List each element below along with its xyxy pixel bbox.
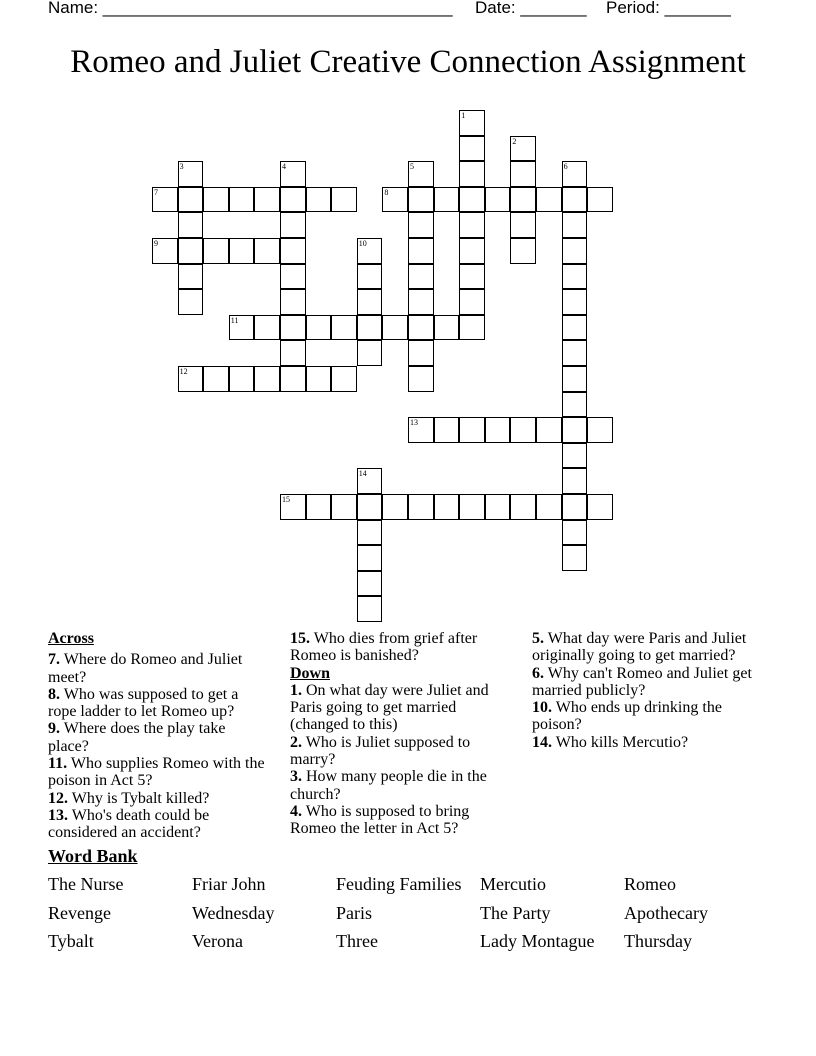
word-bank-item: Tybalt [48,931,94,951]
crossword-cell[interactable] [510,417,536,443]
crossword-cell[interactable] [178,187,204,213]
crossword-cell[interactable] [459,264,485,290]
crossword-cell[interactable] [562,340,588,366]
clue-down-4: 4. Who is supposed to bring Romeo the letter in Act 5? [290,802,470,838]
crossword-cell[interactable] [178,212,204,238]
clue-number: 1 [461,111,466,120]
crossword-cell[interactable] [357,315,383,341]
crossword-cell[interactable] [562,315,588,341]
word-bank-item: Thursday [624,931,692,951]
clue-across-11: 11. Who supplies Romeo with the poison in Act 5? [48,755,265,790]
name-label: Name: _____________________________________ [48,0,453,17]
crossword-cell[interactable] [587,187,613,213]
crossword-cell[interactable] [562,161,588,187]
crossword-cell[interactable] [203,366,229,392]
crossword-cell[interactable] [434,417,460,443]
clue-number: 11 [230,315,239,325]
date-label: Date: _______ [475,0,587,17]
crossword-cell[interactable] [229,187,255,213]
crossword-cell[interactable] [254,187,280,213]
crossword-cell[interactable] [587,417,613,443]
crossword-cell[interactable] [562,289,588,315]
crossword-cell[interactable] [178,238,204,264]
crossword-cell[interactable] [459,161,485,187]
crossword-cell[interactable] [510,238,536,264]
clue-across-13: 13. Who's death could be considered an accident? [48,806,210,842]
clue-number: 14 [358,469,367,479]
crossword-cell[interactable] [280,494,306,520]
crossword-cell[interactable] [408,417,434,443]
across-clues-col1 [48,630,270,842]
word-bank-item: Wednesday [192,903,275,923]
crossword-cell[interactable] [306,315,332,341]
crossword-cell[interactable] [178,366,204,392]
crossword-cell[interactable] [280,264,306,290]
clue-number: 4 [282,162,286,172]
crossword-cell[interactable] [459,289,485,315]
crossword-cell[interactable] [254,238,280,264]
crossword-cell[interactable] [357,238,383,264]
crossword-cell[interactable] [382,494,408,520]
crossword-cell[interactable] [254,366,280,392]
crossword-cell[interactable] [229,238,255,264]
word-bank-item: Friar John [192,874,266,894]
crossword-cell[interactable] [331,494,357,520]
clue-number: 12 [179,367,188,376]
clue-across-12: 12. Why is Tybalt killed? [48,789,210,807]
clue-number: 10 [358,239,367,248]
crossword-cell[interactable] [254,315,280,341]
crossword-cell[interactable] [280,187,306,213]
crossword-cell[interactable] [434,315,460,341]
crossword-cell[interactable] [382,187,408,213]
word-bank-item: Lady Montague [480,931,595,951]
word-bank-title: Word Bank [48,846,138,866]
crossword-cell[interactable] [562,417,588,443]
clue-number: 9 [154,239,158,248]
crossword-cell[interactable] [434,187,460,213]
crossword-cell[interactable] [280,212,306,238]
crossword-cell[interactable] [536,417,562,443]
crossword-cell[interactable] [408,289,434,315]
crossword-cell[interactable] [229,315,255,341]
crossword-cell[interactable] [408,315,434,341]
word-bank-item: The Nurse [48,874,124,894]
clue-number: 2 [512,136,517,146]
crossword-cell[interactable] [459,238,485,264]
crossword-cell[interactable] [408,187,434,213]
crossword-cell[interactable] [562,212,588,238]
crossword-cell[interactable] [331,187,357,213]
word-bank-item: Three [336,931,378,951]
crossword-cell[interactable] [408,366,434,392]
clue-across-7: 7. Where do Romeo and Juliet meet? [48,651,243,686]
clue-number: 5 [410,162,414,172]
crossword-cell[interactable] [510,161,536,187]
crossword-cell[interactable] [434,494,460,520]
clue-number: 13 [410,418,418,428]
word-bank-item: Verona [192,931,243,951]
crossword-cell[interactable] [510,212,536,238]
clues-col3 [532,630,754,751]
crossword-cell[interactable] [536,494,562,520]
crossword-cell[interactable] [152,238,178,264]
crossword-cell[interactable] [152,187,178,213]
crossword-cell[interactable] [485,417,511,443]
crossword-cell[interactable] [203,238,229,264]
crossword-cell[interactable] [562,494,588,520]
crossword-cell[interactable] [408,212,434,238]
word-bank-item: Mercutio [480,874,546,894]
clue-down-10: 10. Who ends up drinking the poison? [532,699,722,734]
clue-across-15: 15. Who dies from grief after Romeo is banished? [290,630,478,665]
crossword-cell[interactable] [229,366,255,392]
crossword-cell[interactable] [587,494,613,520]
crossword-cell[interactable] [459,136,485,162]
crossword-cell[interactable] [357,545,383,571]
crossword-cell[interactable] [331,366,357,392]
clue-number: 8 [384,187,389,197]
crossword-cell[interactable] [562,468,588,494]
word-bank-item: Feuding Families [336,874,462,894]
clue-down-14: 14. Who kills Mercutio? [532,733,689,751]
crossword-cell[interactable] [562,187,588,213]
crossword-cell[interactable] [306,187,332,213]
word-bank-item: Revenge [48,903,111,923]
crossword-cell[interactable] [178,161,204,187]
crossword-cell[interactable] [357,340,383,366]
crossword-cell[interactable] [459,187,485,213]
crossword-cell[interactable] [408,264,434,290]
crossword-cell[interactable] [357,468,383,494]
crossword-cell[interactable] [510,494,536,520]
clue-across-8: 8. Who was supposed to get a rope ladder to let Romeo up? [48,685,239,721]
clue-number: 15 [282,495,290,504]
crossword-cell[interactable] [562,238,588,264]
crossword-cell[interactable] [562,443,588,469]
crossword-cell[interactable] [280,366,306,392]
crossword-cell[interactable] [408,494,434,520]
crossword-cell[interactable] [510,136,536,162]
across-heading: Across [48,630,94,647]
crossword-cell[interactable] [459,110,485,136]
crossword-cell[interactable] [408,161,434,187]
crossword-cell[interactable] [178,289,204,315]
crossword-cell[interactable] [485,494,511,520]
crossword-cell[interactable] [280,340,306,366]
crossword-cell[interactable] [280,238,306,264]
page-title: Romeo and Juliet Creative Connection Assignment [70,44,746,80]
crossword-cell[interactable] [331,315,357,341]
word-bank-item: Paris [336,903,372,923]
crossword-cell[interactable] [562,392,588,418]
crossword-cell[interactable] [459,315,485,341]
crossword-cell[interactable] [382,315,408,341]
crossword-cell[interactable] [178,264,204,290]
crossword-cell[interactable] [357,264,383,290]
crossword-cell[interactable] [280,289,306,315]
crossword-cell[interactable] [459,494,485,520]
crossword-cell[interactable] [306,366,332,392]
clue-number: 7 [154,187,158,197]
crossword-cell[interactable] [357,520,383,546]
crossword-cell[interactable] [280,161,306,187]
clue-across-9: 9. Where does the play take place? [48,720,226,755]
crossword-cell[interactable] [357,571,383,597]
crossword-cell[interactable] [459,417,485,443]
crossword-cell[interactable] [357,494,383,520]
clue-down-1: 1. On what day were Juliet and Paris going to get married (changed to this) [290,681,489,734]
down-heading: Down [290,664,331,682]
crossword-cell[interactable] [306,494,332,520]
clue-down-3: 3. How many people die in the church? [290,768,487,803]
crossword-cell[interactable] [408,238,434,264]
word-bank-item: Apothecary [624,903,708,923]
crossword-cell[interactable] [357,596,383,622]
crossword-cell[interactable] [510,187,536,213]
clues-col2 [290,630,512,838]
crossword-cell[interactable] [562,545,588,571]
clue-number: 6 [563,162,568,172]
crossword-cell[interactable] [536,187,562,213]
clue-down-5: 5. What day were Paris and Juliet originally going to get married? [532,630,747,665]
crossword-cell[interactable] [408,340,434,366]
clue-number: 3 [179,162,184,172]
clue-down-2: 2. Who is Juliet supposed to marry? [290,733,471,769]
crossword-cell[interactable] [485,187,511,213]
period-label: Period: _______ [606,0,731,17]
clue-down-6: 6. Why can't Romeo and Juliet get married publicly? [532,664,752,699]
crossword-cell[interactable] [562,520,588,546]
crossword-cell[interactable] [203,187,229,213]
crossword-cell[interactable] [562,366,588,392]
crossword-cell[interactable] [280,315,306,341]
word-bank-item: The Party [480,903,551,923]
crossword-cell[interactable] [562,264,588,290]
crossword-cell[interactable] [459,212,485,238]
crossword-cell[interactable] [357,289,383,315]
word-bank-item: Romeo [624,874,676,894]
